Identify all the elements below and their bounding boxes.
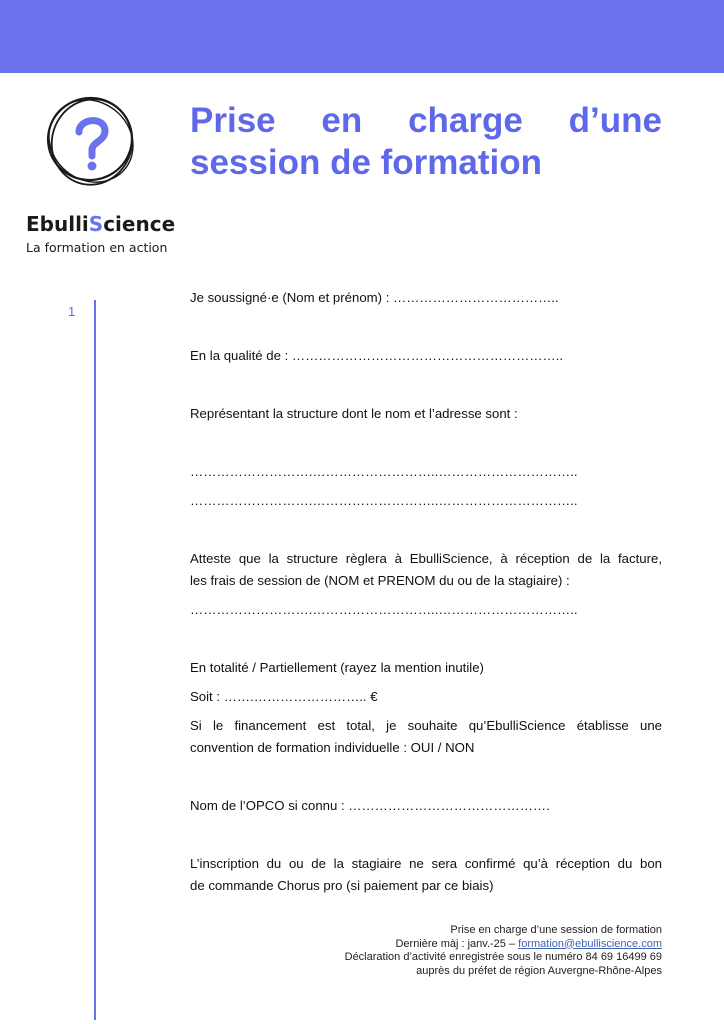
page-title: Prise en charge d’une session de formation <box>190 101 662 182</box>
header-band <box>0 0 724 73</box>
structure-dots-line: ……………………….………………………..………………………….. <box>190 493 578 508</box>
attest-dots-line: ……………………….………………………..………………………….. <box>190 602 578 617</box>
financing-line: convention de formation individuelle : OUI / NON <box>190 740 475 755</box>
totality-line: En totalité / Partiellement (rayez la mention inutile) <box>190 660 484 675</box>
opco-line: Nom de l’OPCO si connu : ………………………………………. <box>190 798 550 813</box>
footer-declaration: Déclaration d’activité enregistrée sous le numéro 84 69 16499 69 <box>344 951 662 963</box>
question-mark-logo-icon <box>42 92 142 192</box>
footer <box>242 924 662 978</box>
logo <box>22 92 176 262</box>
email-link[interactable]: formation@ebulliscience.com <box>518 937 662 950</box>
footer-update: Dernière màj : janv.-25 – formation@ebulliscience.com <box>395 937 662 950</box>
page-number: 1 <box>68 304 76 319</box>
name-field-line: Je soussigné·e (Nom et prénom) : ……………………………….. <box>190 290 559 305</box>
financing-line: Si le financement est total, je souhaite qu’EbulliScience établisse une <box>190 718 662 733</box>
inscription-line: L’inscription du ou de la stagiaire ne sera confirmé qu’à réception du bon <box>190 856 662 871</box>
footer-title: Prise en charge d’une session de formation <box>450 924 662 936</box>
brand-tagline: La formation en action <box>26 240 168 255</box>
amount-line: Soit : …….…………………….. € <box>190 689 378 704</box>
structure-dots-line: ……………………….………………………..………………………….. <box>190 464 578 479</box>
footer-prefecture: auprès du préfet de région Auvergne-Rhône-Alpes <box>416 964 662 977</box>
attest-line: Atteste que la structure règlera à EbulliScience, à réception de la facture, <box>190 551 662 566</box>
structure-intro: Représentant la structure dont le nom et l’adresse sont : <box>190 406 518 421</box>
inscription-line: de commande Chorus pro (si paiement par ce biais) <box>190 878 494 893</box>
attest-line: les frais de session de (NOM et PRENOM du ou de la stagiaire) : <box>190 573 570 588</box>
margin-rule <box>94 300 96 1020</box>
quality-field-line: En la qualité de : …………………………………………………….. <box>190 348 563 363</box>
brand-name: EbulliScience <box>26 212 176 236</box>
